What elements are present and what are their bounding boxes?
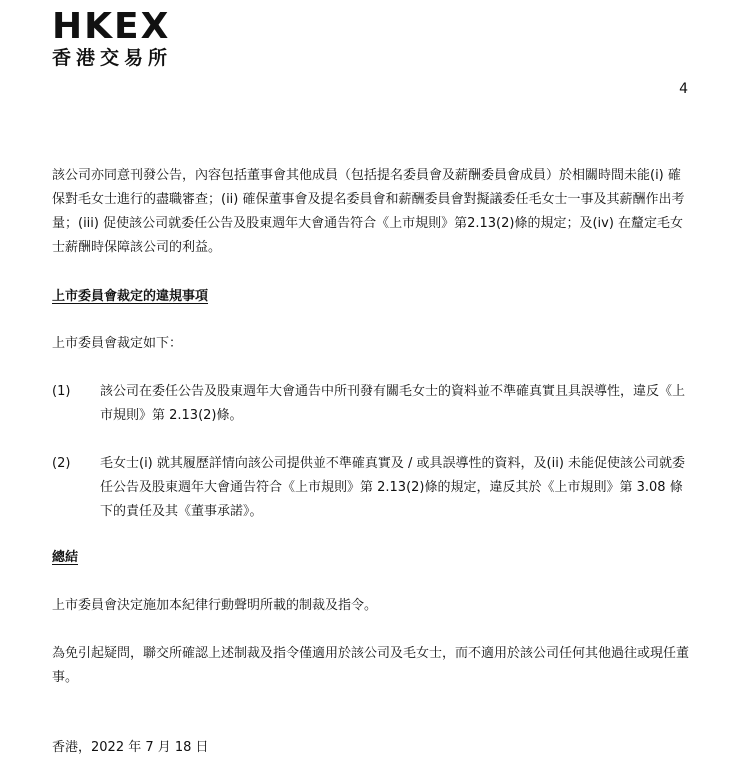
breaches-heading: 上市委員會裁定的違規事項: [52, 289, 209, 304]
list-item-number: (1): [52, 384, 71, 399]
signoff-date: 香港，2022 年 7 月 18 日: [52, 740, 209, 755]
list-item: [52, 452, 692, 524]
summary-paragraph-1: 上市委員會決定施加本紀律行動聲明所載的制裁及指令。: [52, 598, 378, 613]
breaches-lead: 上市委員會裁定如下：: [52, 336, 183, 351]
hkex-logo: [52, 8, 182, 74]
intro-paragraph: 該公司亦同意刊發公告，內容包括董事會其他成員（包括提名委員會及薪酬委員會成員）於相關時間未能(i) 確保對毛女士進行的盡職審查；(ii) 確保董事會及提名委員會和薪酬委員會對擬議委任毛女士一事及其薪酬作出考量；(iii) 促使該公司就委任公告及股東週年大會通告符合《上市規則》第2.13(2)條的規定；及(iv) 在釐定毛女士薪酬時保障該公司的利益。: [52, 168, 685, 255]
list-item-text: 毛女士(i) 就其履歷詳情向該公司提供並不準確真實及 / 或具誤導性的資料，及(ii) 未能促使該公司就委任公告及股東週年大會通告符合《上市規則》第 2.13(2)條的規定，違反其於《上市規則》第 3.08 條下的責任及其《董事承諾》。: [100, 456, 686, 519]
summary-paragraph-2: 為免引起疑問，聯交所確認上述制裁及指令僅適用於該公司及毛女士，而不適用於該公司任何其他過往或現任董事。: [52, 646, 690, 685]
hkex-logo-mark: HKEX: [52, 6, 171, 47]
list-item-text: 該公司在委任公告及股東週年大會通告中所刊發有關毛女士的資料並不準確真實且具誤導性，違反《上市規則》第 2.13(2)條。: [100, 384, 686, 423]
hkex-logo-chinese: 香港交易所: [52, 47, 173, 69]
list-item: [52, 380, 692, 428]
summary-heading: 總結: [52, 550, 79, 565]
list-item-number: (2): [52, 456, 71, 471]
page-number: 4: [679, 81, 688, 97]
